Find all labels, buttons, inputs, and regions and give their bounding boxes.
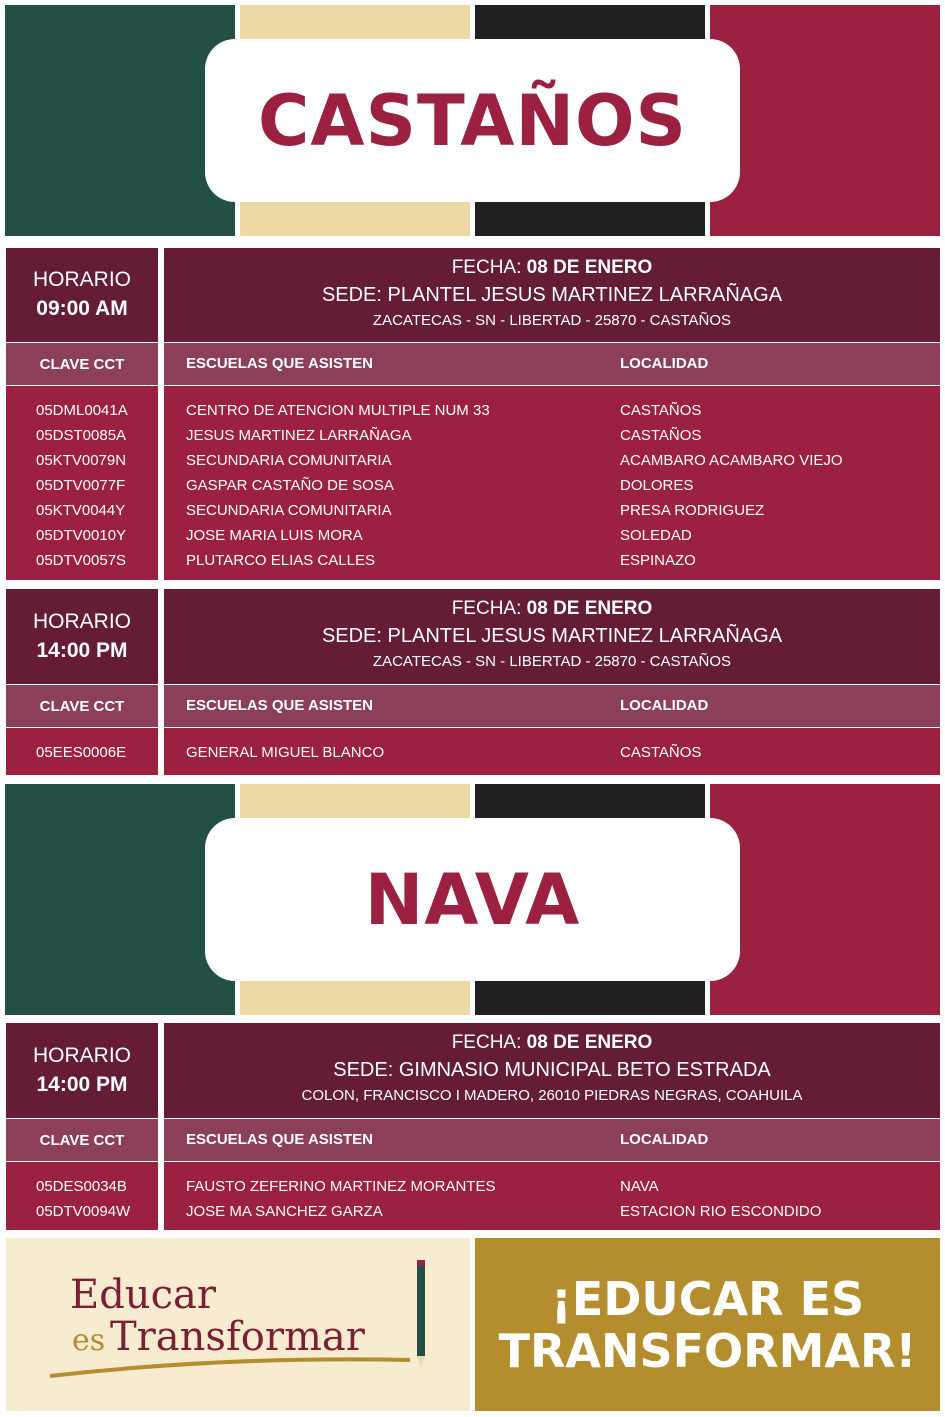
clave-cct: 05DML0041A	[36, 402, 128, 419]
sede-address: ZACATECAS - SN - LIBERTAD - 25870 - CASTAÑOS	[372, 653, 732, 670]
header-row-right	[164, 1119, 940, 1161]
schedule-block	[6, 248, 940, 580]
localidad: ESPINAZO	[620, 552, 696, 569]
clave-cct: 05KTV0044Y	[36, 502, 126, 519]
header-clave: CLAVE CCT	[6, 1119, 158, 1161]
header-localidad: LOCALIDAD	[620, 697, 709, 714]
schedule-block	[6, 589, 940, 775]
localidad: SOLEDAD	[620, 527, 692, 544]
slogan-line-2: TRANSFORMAR!	[498, 1323, 917, 1378]
educar-es-transformar-logo	[6, 1238, 470, 1411]
header-clave: CLAVE CCT	[6, 343, 158, 385]
table-row	[6, 423, 940, 448]
fecha-label: FECHA:	[451, 598, 522, 619]
localidad: CASTAÑOS	[620, 402, 702, 419]
clave-cct: 05KTV0079N	[36, 452, 127, 469]
table-row	[6, 548, 940, 573]
localidad: NAVA	[620, 1178, 659, 1195]
fecha	[164, 1031, 940, 1055]
escuela: PLUTARCO ELIAS CALLES	[186, 552, 375, 569]
educar-logo-panel	[6, 1238, 470, 1411]
slogan-panel	[475, 1238, 940, 1411]
schedule-block	[6, 1023, 940, 1230]
clave-cct: 05DTV0010Y	[36, 527, 127, 544]
escuela: JOSE MARIA LUIS MORA	[186, 527, 363, 544]
logo-word-transformar: Transformar	[110, 1314, 365, 1360]
slogan-line-1: ¡EDUCAR ES	[550, 1271, 865, 1326]
horario-label: HORARIO	[32, 609, 131, 633]
localidad: ACAMBARO ACAMBARO VIEJO	[620, 452, 843, 469]
fecha-value: 08 DE ENERO	[526, 598, 653, 619]
horario-time: 09:00 AM	[36, 297, 128, 320]
fecha	[164, 256, 940, 280]
header-localidad: LOCALIDAD	[620, 355, 709, 372]
horario-time: 14:00 PM	[36, 1072, 128, 1096]
sede-info	[164, 589, 940, 684]
municipality-title: NAVA	[364, 858, 581, 941]
escuela: GASPAR CASTAÑO DE SOSA	[186, 477, 394, 494]
header-escuelas: ESCUELAS QUE ASISTEN	[186, 355, 373, 372]
clave-cct: 05EES0006E	[36, 744, 127, 761]
stripe-green	[5, 784, 235, 1015]
escuela: JOSE MA SANCHEZ GARZA	[186, 1203, 383, 1220]
header-escuelas: ESCUELAS QUE ASISTEN	[186, 697, 373, 714]
fecha-label: FECHA:	[451, 257, 522, 278]
localidad: CASTAÑOS	[620, 427, 702, 444]
horario-cell	[6, 1023, 158, 1118]
table-header	[6, 1119, 940, 1161]
slogan-text	[499, 1273, 917, 1377]
table-row	[6, 523, 940, 548]
nava-banner	[5, 784, 940, 1015]
header-row-right	[164, 343, 940, 385]
escuela: JESUS MARTINEZ LARRAÑAGA	[186, 427, 412, 444]
pencil-icon	[417, 1260, 425, 1368]
clave-cct: 05DTV0057S	[36, 552, 127, 569]
horario-cell	[6, 248, 158, 342]
localidad: PRESA RODRIGUEZ	[620, 502, 765, 519]
horario-cell	[6, 589, 158, 684]
municipality-title-box	[205, 818, 740, 981]
localidad: DOLORES	[620, 477, 694, 494]
fecha-value: 08 DE ENERO	[526, 1032, 653, 1053]
municipality-title: CASTAÑOS	[258, 79, 687, 162]
sede-info	[164, 248, 940, 342]
logo-word-es: es	[72, 1323, 106, 1358]
clave-cct: 05DES0034B	[36, 1178, 127, 1195]
clave-cct: 05DST0085A	[36, 427, 127, 444]
escuela: SECUNDARIA COMUNITARIA	[186, 502, 392, 519]
table-body	[6, 728, 940, 775]
table-row	[6, 498, 940, 523]
sede-address: COLON, FRANCISCO I MADERO, 26010 PIEDRAS NEGRAS, COAHUILA	[301, 1087, 803, 1104]
sede-name: SEDE: PLANTEL JESUS MARTINEZ LARRAÑAGA	[321, 284, 783, 306]
clave-cct: 05DTV0094W	[36, 1203, 131, 1220]
sede-name: SEDE: GIMNASIO MUNICIPAL BETO ESTRADA	[333, 1059, 771, 1081]
horario-label: HORARIO	[32, 1043, 131, 1067]
escuela: GENERAL MIGUEL BLANCO	[186, 744, 385, 761]
sede-name: SEDE: PLANTEL JESUS MARTINEZ LARRAÑAGA	[321, 625, 783, 647]
table-body	[6, 386, 940, 580]
localidad: CASTAÑOS	[620, 744, 702, 761]
header-row-right	[164, 685, 940, 727]
horario-time: 14:00 PM	[36, 638, 128, 662]
table-row	[6, 1199, 940, 1224]
fecha-label: FECHA:	[451, 1032, 522, 1053]
fecha	[164, 597, 940, 621]
horario-label: HORARIO	[32, 268, 131, 291]
castanos-banner	[5, 5, 940, 236]
stripe-crimson	[710, 5, 940, 236]
header-clave: CLAVE CCT	[6, 685, 158, 727]
table-row	[6, 1174, 940, 1199]
table-header	[6, 685, 940, 727]
municipality-title-box	[205, 39, 740, 202]
stripe-crimson	[710, 784, 940, 1015]
header-escuelas: ESCUELAS QUE ASISTEN	[186, 1131, 373, 1148]
header-localidad: LOCALIDAD	[620, 1131, 709, 1148]
logo-swoosh	[50, 1359, 410, 1376]
escuela: FAUSTO ZEFERINO MARTINEZ MORANTES	[186, 1178, 496, 1195]
stripe-green	[5, 5, 235, 236]
localidad: ESTACION RIO ESCONDIDO	[620, 1203, 822, 1220]
table-header	[6, 343, 940, 385]
table-body	[6, 1162, 940, 1230]
logo-word-educar: Educar	[70, 1272, 216, 1318]
sede-address: ZACATECAS - SN - LIBERTAD - 25870 - CASTAÑOS	[372, 312, 732, 329]
escuela: SECUNDARIA COMUNITARIA	[186, 452, 392, 469]
table-row	[6, 398, 940, 423]
clave-cct: 05DTV0077F	[36, 477, 126, 494]
escuela: CENTRO DE ATENCION MULTIPLE NUM 33	[186, 402, 490, 419]
table-row	[6, 448, 940, 473]
table-row	[6, 473, 940, 498]
sede-info	[164, 1023, 940, 1118]
fecha-value: 08 DE ENERO	[526, 257, 653, 278]
table-row	[6, 740, 940, 765]
